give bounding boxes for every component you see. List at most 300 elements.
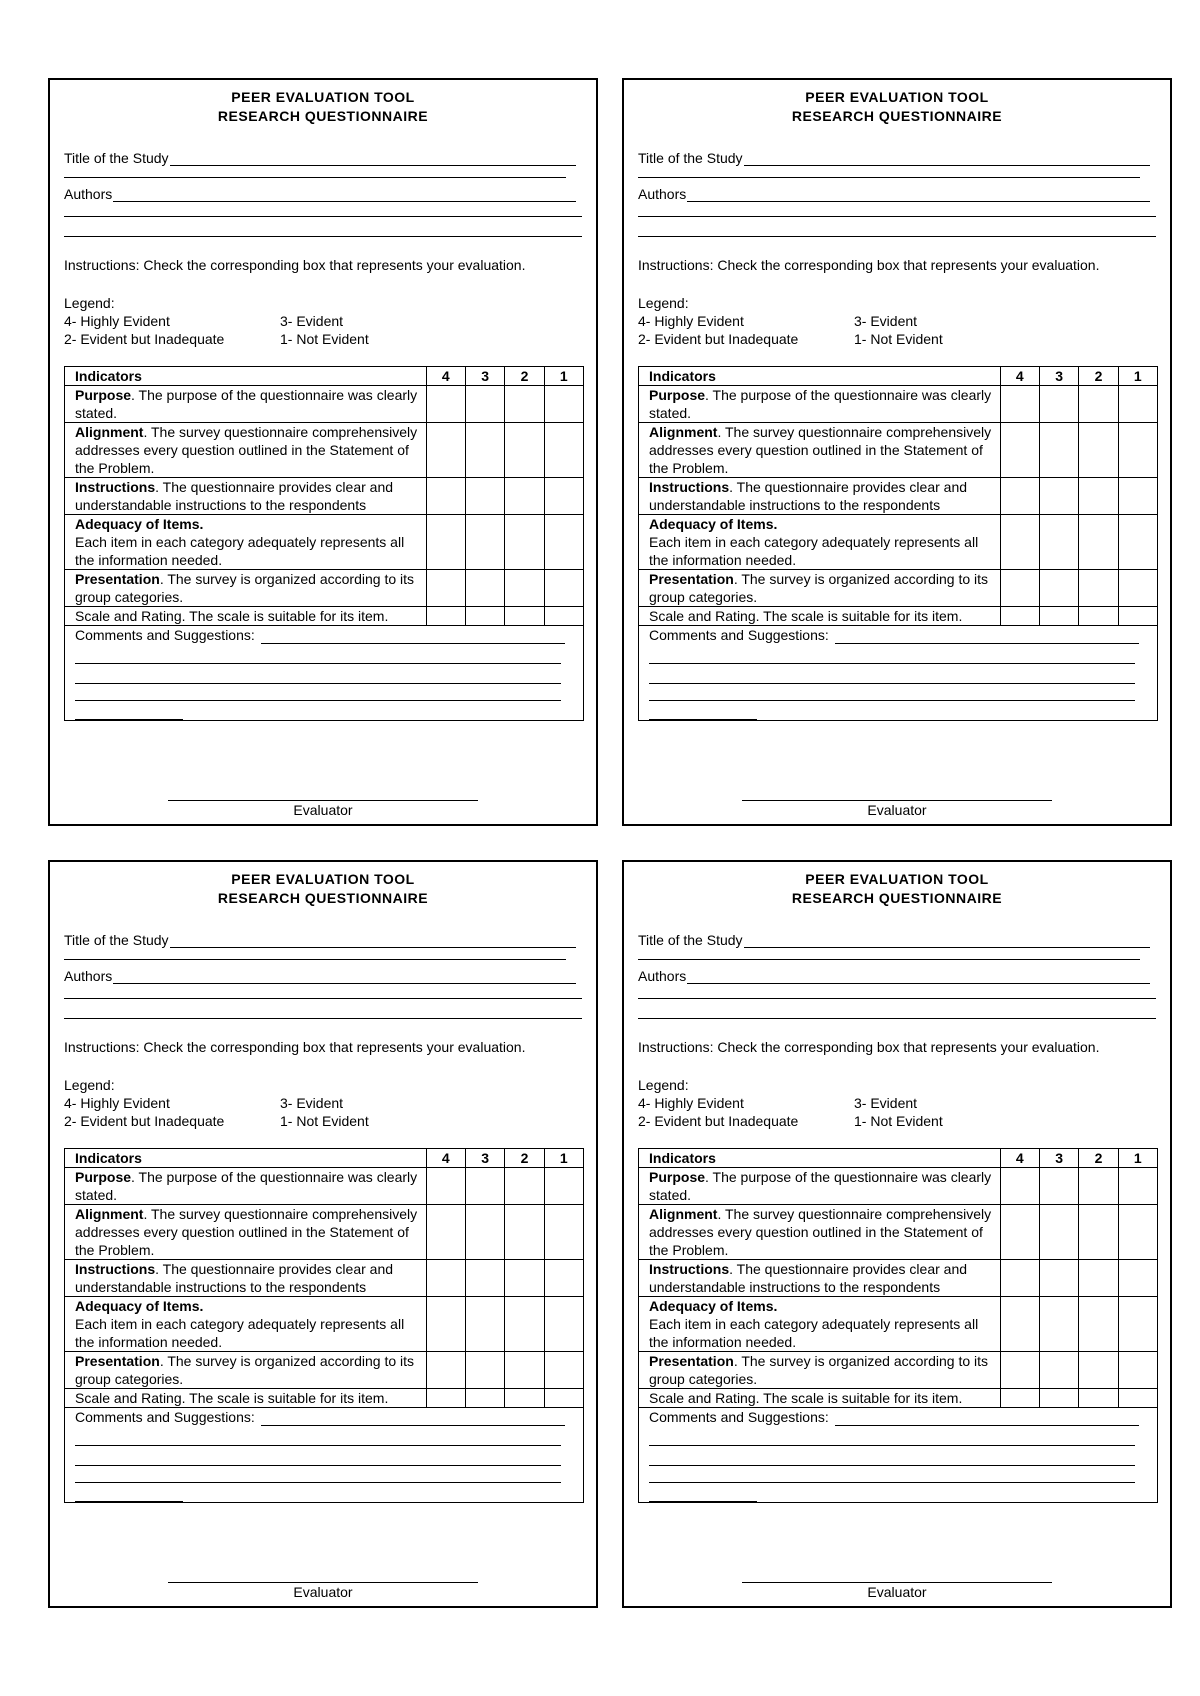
- rating-box-4[interactable]: [1000, 1352, 1039, 1389]
- indicator-scale: [639, 607, 1001, 626]
- rating-box-3[interactable]: [465, 423, 504, 478]
- legend-label: Legend:: [638, 295, 689, 311]
- legend-item: 1- Not Evident: [854, 1113, 943, 1129]
- authors-blank-2[interactable]: [638, 998, 1156, 999]
- comments-blank[interactable]: [75, 684, 561, 701]
- comments-row: [65, 626, 584, 721]
- indicator-text: . The survey questionnaire comprehensively addresses every question outlined in the Statement of the Problem.: [649, 424, 992, 476]
- rating-box-2[interactable]: [1079, 1352, 1118, 1389]
- rating-box-4[interactable]: [1000, 515, 1039, 570]
- indicator-bold: Alignment: [649, 424, 718, 440]
- rating-box-1[interactable]: [1118, 607, 1157, 626]
- table-row: [639, 1260, 1158, 1297]
- header-rating-1: 1: [1118, 367, 1157, 386]
- rating-box-3[interactable]: [465, 607, 504, 626]
- legend-item: 2- Evident but Inadequate: [638, 1113, 799, 1129]
- indicator-adequacy: [639, 1297, 1001, 1352]
- comments-field[interactable]: [65, 626, 584, 721]
- indicator-alignment: [65, 423, 427, 478]
- rating-box-2[interactable]: [505, 515, 544, 570]
- header-rating-3: 3: [1039, 1149, 1078, 1168]
- table-row: [639, 478, 1158, 515]
- indicator-bold: Adequacy of Items.: [75, 1298, 204, 1314]
- table-row: [65, 607, 584, 626]
- legend: [64, 312, 464, 348]
- legend-item: 3- Evident: [280, 1095, 344, 1111]
- rating-box-3[interactable]: [465, 1352, 504, 1389]
- rating-box-4[interactable]: [426, 570, 465, 607]
- rating-box-3[interactable]: [465, 570, 504, 607]
- rating-box-1[interactable]: [544, 1352, 583, 1389]
- form-title-line2: RESEARCH QUESTIONNAIRE: [217, 890, 429, 906]
- table-row: [65, 386, 584, 423]
- table-row: [639, 515, 1158, 570]
- indicator-bold: Purpose: [75, 387, 132, 403]
- rating-box-2[interactable]: [1079, 1205, 1118, 1260]
- rating-box-4[interactable]: [1000, 1168, 1039, 1205]
- rating-box-4[interactable]: [426, 1205, 465, 1260]
- table-row: [65, 1352, 584, 1389]
- header-rating-4: 4: [1000, 1149, 1039, 1168]
- indicator-bold: Presentation: [75, 1353, 160, 1369]
- indicator-scale: [65, 1389, 427, 1408]
- instructions-text: Instructions: Check the corresponding box that represents your evaluation.: [64, 257, 526, 273]
- rating-box-2[interactable]: [1079, 607, 1118, 626]
- rating-box-3[interactable]: [465, 1389, 504, 1408]
- comments-blank[interactable]: [649, 1483, 757, 1502]
- indicator-text: . The survey questionnaire comprehensively addresses every question outlined in the Statement of the Problem.: [75, 424, 418, 476]
- legend: [638, 1094, 1038, 1130]
- authors-blank-3[interactable]: [638, 1018, 1156, 1019]
- study-title-blank[interactable]: [170, 153, 576, 166]
- table-row: [65, 423, 584, 478]
- rating-box-1[interactable]: [544, 386, 583, 423]
- header-rating-1: 1: [544, 1149, 583, 1168]
- rating-box-1[interactable]: [1118, 570, 1157, 607]
- indicator-instructions: [65, 478, 427, 515]
- comments-blank[interactable]: [649, 644, 1135, 664]
- legend-label: Legend:: [64, 295, 115, 311]
- indicator-presentation: [65, 570, 427, 607]
- header-rating-3: 3: [465, 1149, 504, 1168]
- indicator-purpose: [65, 1168, 427, 1205]
- study-title-label: Title of the Study: [638, 150, 743, 166]
- legend-item: 3- Evident: [280, 313, 344, 329]
- table-row: [65, 515, 584, 570]
- comments-blank[interactable]: [261, 631, 565, 644]
- rating-box-3[interactable]: [465, 1205, 504, 1260]
- indicator-adequacy: [639, 515, 1001, 570]
- comments-row: [65, 1408, 584, 1503]
- evaluator-signature-line[interactable]: [742, 800, 1052, 801]
- comments-blank[interactable]: [649, 684, 1135, 701]
- legend-item: 4- Highly Evident: [638, 1095, 744, 1111]
- header-rating-1: 1: [1118, 1149, 1157, 1168]
- comments-blank[interactable]: [835, 1413, 1139, 1426]
- comments-field[interactable]: [639, 1408, 1158, 1503]
- authors-blank-3[interactable]: [638, 236, 1156, 237]
- rating-box-1[interactable]: [544, 1168, 583, 1205]
- comments-label: Comments and Suggestions:: [75, 1409, 255, 1425]
- comments-blank[interactable]: [75, 644, 561, 664]
- authors-blank-2[interactable]: [638, 216, 1156, 217]
- form-title-line1: PEER EVALUATION TOOL: [231, 89, 415, 105]
- authors-label: Authors: [638, 186, 687, 202]
- rating-box-1[interactable]: [1118, 1260, 1157, 1297]
- indicator-instructions: [639, 478, 1001, 515]
- study-title-blank[interactable]: [744, 153, 1150, 166]
- table-row: [639, 1352, 1158, 1389]
- indicator-text: . The survey is organized according to its group categories.: [75, 571, 415, 605]
- rating-box-3[interactable]: [465, 1168, 504, 1205]
- indicator-text: Scale and Rating. The scale is suitable for its item.: [649, 608, 963, 624]
- study-title-label: Title of the Study: [64, 932, 169, 948]
- rating-box-3[interactable]: [465, 1260, 504, 1297]
- header-rating-3: 3: [465, 367, 504, 386]
- rating-box-2[interactable]: [1079, 1260, 1118, 1297]
- table-row: [639, 1168, 1158, 1205]
- indicator-bold: Adequacy of Items.: [649, 1298, 778, 1314]
- legend-item: 2- Evident but Inadequate: [64, 1113, 225, 1129]
- indicator-text: . The purpose of the questionnaire was clearly stated.: [649, 1169, 992, 1203]
- rating-box-3[interactable]: [465, 478, 504, 515]
- rating-box-2[interactable]: [505, 423, 544, 478]
- evaluator-label: Evaluator: [867, 802, 927, 818]
- rating-box-3[interactable]: [465, 515, 504, 570]
- table-row: [639, 1297, 1158, 1352]
- indicator-scale: [639, 1389, 1001, 1408]
- rating-box-2[interactable]: [505, 607, 544, 626]
- study-title-label: Title of the Study: [64, 150, 169, 166]
- header-rating-2: 2: [1079, 367, 1118, 386]
- indicator-text: Each item in each category adequately represents all the information needed.: [649, 1316, 979, 1350]
- comments-blank[interactable]: [649, 701, 757, 720]
- rating-box-1[interactable]: [1118, 1297, 1157, 1352]
- indicator-alignment: [639, 1205, 1001, 1260]
- rating-box-4[interactable]: [1000, 478, 1039, 515]
- rating-box-2[interactable]: [505, 478, 544, 515]
- table-row: [639, 386, 1158, 423]
- indicator-text: Scale and Rating. The scale is suitable for its item.: [75, 1390, 389, 1406]
- legend-item: 1- Not Evident: [280, 1113, 369, 1129]
- comments-row: [639, 626, 1158, 721]
- rating-box-3[interactable]: [1039, 570, 1078, 607]
- rating-box-4[interactable]: [1000, 607, 1039, 626]
- form-title: [50, 870, 596, 908]
- indicator-bold: Instructions: [649, 479, 730, 495]
- rating-box-4[interactable]: [426, 1297, 465, 1352]
- indicator-text: . The survey questionnaire comprehensively addresses every question outlined in the Statement of the Problem.: [649, 1206, 992, 1258]
- rating-box-1[interactable]: [544, 607, 583, 626]
- legend-item: 1- Not Evident: [280, 331, 369, 347]
- rating-box-2[interactable]: [1079, 478, 1118, 515]
- rating-box-3[interactable]: [1039, 1260, 1078, 1297]
- rating-box-3[interactable]: [1039, 1205, 1078, 1260]
- header-rating-2: 2: [505, 1149, 544, 1168]
- rating-box-4[interactable]: [1000, 1260, 1039, 1297]
- rating-box-2[interactable]: [505, 1352, 544, 1389]
- indicators-table: [64, 366, 584, 721]
- table-header-row: [65, 1149, 584, 1168]
- legend: [638, 312, 1038, 348]
- table-row: [65, 1389, 584, 1408]
- evaluation-form-bottom-right: [622, 860, 1172, 1608]
- indicator-text: . The purpose of the questionnaire was clearly stated.: [75, 387, 418, 421]
- rating-box-4[interactable]: [426, 1168, 465, 1205]
- legend-item: 3- Evident: [854, 313, 918, 329]
- comments-blank[interactable]: [835, 631, 1139, 644]
- rating-box-2[interactable]: [505, 1297, 544, 1352]
- comments-blank[interactable]: [261, 1413, 565, 1426]
- rating-box-3[interactable]: [1039, 423, 1078, 478]
- indicator-presentation: [65, 1352, 427, 1389]
- rating-box-1[interactable]: [1118, 386, 1157, 423]
- authors-field[interactable]: [638, 968, 1150, 984]
- indicator-instructions: [65, 1260, 427, 1297]
- indicator-text: Each item in each category adequately represents all the information needed.: [75, 534, 405, 568]
- rating-box-2[interactable]: [1079, 1389, 1118, 1408]
- rating-box-3[interactable]: [1039, 1297, 1078, 1352]
- table-row: [639, 1389, 1158, 1408]
- authors-blank[interactable]: [113, 971, 576, 984]
- comments-label: Comments and Suggestions:: [649, 1409, 829, 1425]
- rating-box-1[interactable]: [1118, 1352, 1157, 1389]
- evaluation-form-top-left: [48, 78, 598, 826]
- rating-box-2[interactable]: [1079, 386, 1118, 423]
- study-title-blank-2[interactable]: [64, 959, 566, 960]
- indicator-alignment: [65, 1205, 427, 1260]
- authors-field[interactable]: [64, 186, 576, 202]
- rating-box-4[interactable]: [1000, 570, 1039, 607]
- rating-box-1[interactable]: [1118, 1205, 1157, 1260]
- indicator-text: . The survey is organized according to its group categories.: [649, 1353, 989, 1387]
- authors-label: Authors: [64, 186, 113, 202]
- comments-blank[interactable]: [649, 1466, 1135, 1483]
- indicator-bold: Alignment: [75, 1206, 144, 1222]
- authors-blank[interactable]: [687, 189, 1150, 202]
- header-rating-2: 2: [505, 367, 544, 386]
- rating-box-4[interactable]: [426, 515, 465, 570]
- authors-field[interactable]: [638, 186, 1150, 202]
- rating-box-3[interactable]: [1039, 1389, 1078, 1408]
- authors-field[interactable]: [64, 968, 576, 984]
- evaluator-label: Evaluator: [293, 1584, 353, 1600]
- legend-item: 2- Evident but Inadequate: [638, 331, 799, 347]
- authors-blank[interactable]: [113, 189, 576, 202]
- study-title-field[interactable]: [64, 150, 576, 166]
- rating-box-4[interactable]: [426, 1352, 465, 1389]
- rating-box-1[interactable]: [1118, 423, 1157, 478]
- table-row: [65, 478, 584, 515]
- rating-box-2[interactable]: [505, 1260, 544, 1297]
- indicator-text: . The survey is organized according to its group categories.: [75, 1353, 415, 1387]
- rating-box-2[interactable]: [1079, 1168, 1118, 1205]
- rating-box-3[interactable]: [1039, 1352, 1078, 1389]
- rating-box-4[interactable]: [1000, 423, 1039, 478]
- form-title-line2: RESEARCH QUESTIONNAIRE: [791, 890, 1003, 906]
- rating-box-1[interactable]: [1118, 478, 1157, 515]
- indicator-instructions: [639, 1260, 1001, 1297]
- table-row: [639, 423, 1158, 478]
- rating-box-4[interactable]: [1000, 1297, 1039, 1352]
- indicator-adequacy: [65, 515, 427, 570]
- legend-item: 4- Highly Evident: [638, 313, 744, 329]
- rating-box-1[interactable]: [1118, 1168, 1157, 1205]
- rating-box-2[interactable]: [505, 1389, 544, 1408]
- authors-blank-2[interactable]: [64, 998, 582, 999]
- table-row: [639, 607, 1158, 626]
- rating-box-2[interactable]: [1079, 1297, 1118, 1352]
- table-row: [65, 570, 584, 607]
- rating-box-4[interactable]: [426, 1260, 465, 1297]
- form-title-line1: PEER EVALUATION TOOL: [231, 871, 415, 887]
- rating-box-3[interactable]: [1039, 1168, 1078, 1205]
- study-title-field[interactable]: [64, 932, 576, 948]
- comments-blank[interactable]: [75, 664, 561, 684]
- indicator-alignment: [639, 423, 1001, 478]
- indicator-bold: Purpose: [75, 1169, 132, 1185]
- rating-box-3[interactable]: [1039, 478, 1078, 515]
- table-header-row: [639, 1149, 1158, 1168]
- comments-blank[interactable]: [75, 1426, 561, 1446]
- indicator-presentation: [639, 570, 1001, 607]
- study-title-blank[interactable]: [744, 935, 1150, 948]
- indicator-text: Each item in each category adequately represents all the information needed.: [75, 1316, 405, 1350]
- rating-box-4[interactable]: [426, 1389, 465, 1408]
- indicator-bold: Purpose: [649, 1169, 706, 1185]
- rating-box-1[interactable]: [1118, 1389, 1157, 1408]
- form-title-line2: RESEARCH QUESTIONNAIRE: [217, 108, 429, 124]
- indicator-text: Each item in each category adequately represents all the information needed.: [649, 534, 979, 568]
- rating-box-1[interactable]: [544, 478, 583, 515]
- instructions-text: Instructions: Check the corresponding box that represents your evaluation.: [638, 257, 1100, 273]
- table-row: [639, 1205, 1158, 1260]
- study-title-blank-2[interactable]: [64, 177, 566, 178]
- comments-blank[interactable]: [75, 701, 183, 720]
- indicator-bold: Presentation: [649, 1353, 734, 1369]
- evaluation-form-top-right: [622, 78, 1172, 826]
- rating-box-3[interactable]: [1039, 515, 1078, 570]
- header-indicators: Indicators: [639, 367, 1001, 386]
- header-rating-4: 4: [1000, 367, 1039, 386]
- rating-box-1[interactable]: [544, 1260, 583, 1297]
- header-rating-2: 2: [1079, 1149, 1118, 1168]
- comments-blank[interactable]: [75, 1446, 561, 1466]
- evaluator-signature-line[interactable]: [168, 1582, 478, 1583]
- authors-blank-2[interactable]: [64, 216, 582, 217]
- study-title-blank[interactable]: [170, 935, 576, 948]
- rating-box-3[interactable]: [465, 386, 504, 423]
- header-rating-3: 3: [1039, 367, 1078, 386]
- indicator-text: . The survey questionnaire comprehensively addresses every question outlined in the Statement of the Problem.: [75, 1206, 418, 1258]
- authors-blank-3[interactable]: [64, 236, 582, 237]
- rating-box-4[interactable]: [1000, 1205, 1039, 1260]
- comments-blank[interactable]: [75, 1466, 561, 1483]
- header-indicators: Indicators: [65, 1149, 427, 1168]
- rating-box-1[interactable]: [544, 515, 583, 570]
- study-title-blank-2[interactable]: [638, 177, 1140, 178]
- indicator-bold: Instructions: [75, 1261, 156, 1277]
- rating-box-1[interactable]: [544, 1205, 583, 1260]
- instructions-text: Instructions: Check the corresponding box that represents your evaluation.: [64, 1039, 526, 1055]
- rating-box-1[interactable]: [1118, 515, 1157, 570]
- table-row: [65, 1205, 584, 1260]
- comments-field[interactable]: [65, 1408, 584, 1503]
- rating-box-1[interactable]: [544, 1297, 583, 1352]
- evaluator-signature-line[interactable]: [168, 800, 478, 801]
- rating-box-1[interactable]: [544, 1389, 583, 1408]
- rating-box-2[interactable]: [1079, 515, 1118, 570]
- comments-blank[interactable]: [649, 1446, 1135, 1466]
- indicators-table: [64, 1148, 584, 1503]
- indicator-bold: Adequacy of Items.: [649, 516, 778, 532]
- indicator-text: . The questionnaire provides clear and understandable instructions to the respondents: [649, 1261, 968, 1295]
- indicators-table: [638, 1148, 1158, 1503]
- rating-box-2[interactable]: [1079, 570, 1118, 607]
- instructions-text: Instructions: Check the corresponding box that represents your evaluation.: [638, 1039, 1100, 1055]
- legend-item: 3- Evident: [854, 1095, 918, 1111]
- form-title: [624, 88, 1170, 126]
- indicator-text: . The survey is organized according to its group categories.: [649, 571, 989, 605]
- evaluation-form-bottom-left: [48, 860, 598, 1608]
- indicators-table: [638, 366, 1158, 721]
- comments-blank[interactable]: [649, 664, 1135, 684]
- comments-blank[interactable]: [75, 1483, 183, 1502]
- header-rating-1: 1: [544, 367, 583, 386]
- header-rating-4: 4: [426, 367, 465, 386]
- authors-label: Authors: [638, 968, 687, 984]
- rating-box-4[interactable]: [426, 607, 465, 626]
- legend-item: 1- Not Evident: [854, 331, 943, 347]
- evaluator-signature-line[interactable]: [742, 1582, 1052, 1583]
- rating-box-2[interactable]: [505, 570, 544, 607]
- table-header-row: [639, 367, 1158, 386]
- indicator-bold: Alignment: [649, 1206, 718, 1222]
- rating-box-2[interactable]: [505, 1205, 544, 1260]
- rating-box-4[interactable]: [426, 423, 465, 478]
- legend-label: Legend:: [638, 1077, 689, 1093]
- legend: [64, 1094, 464, 1130]
- study-title-field[interactable]: [638, 150, 1150, 166]
- rating-box-3[interactable]: [465, 1297, 504, 1352]
- indicator-bold: Adequacy of Items.: [75, 516, 204, 532]
- rating-box-2[interactable]: [1079, 423, 1118, 478]
- comments-field[interactable]: [639, 626, 1158, 721]
- rating-box-4[interactable]: [426, 478, 465, 515]
- study-title-field[interactable]: [638, 932, 1150, 948]
- authors-label: Authors: [64, 968, 113, 984]
- rating-box-3[interactable]: [1039, 607, 1078, 626]
- indicator-text: . The questionnaire provides clear and understandable instructions to the respondents: [75, 479, 394, 513]
- authors-blank[interactable]: [687, 971, 1150, 984]
- rating-box-2[interactable]: [505, 386, 544, 423]
- rating-box-4[interactable]: [1000, 1389, 1039, 1408]
- rating-box-4[interactable]: [1000, 386, 1039, 423]
- indicator-bold: Alignment: [75, 424, 144, 440]
- indicator-text: . The purpose of the questionnaire was clearly stated.: [75, 1169, 418, 1203]
- study-title-blank-2[interactable]: [638, 959, 1140, 960]
- rating-box-2[interactable]: [505, 1168, 544, 1205]
- indicator-bold: Instructions: [75, 479, 156, 495]
- rating-box-3[interactable]: [1039, 386, 1078, 423]
- authors-blank-3[interactable]: [64, 1018, 582, 1019]
- indicator-bold: Presentation: [75, 571, 160, 587]
- comments-blank[interactable]: [649, 1426, 1135, 1446]
- rating-box-1[interactable]: [544, 423, 583, 478]
- rating-box-1[interactable]: [544, 570, 583, 607]
- table-row: [65, 1168, 584, 1205]
- rating-box-4[interactable]: [426, 386, 465, 423]
